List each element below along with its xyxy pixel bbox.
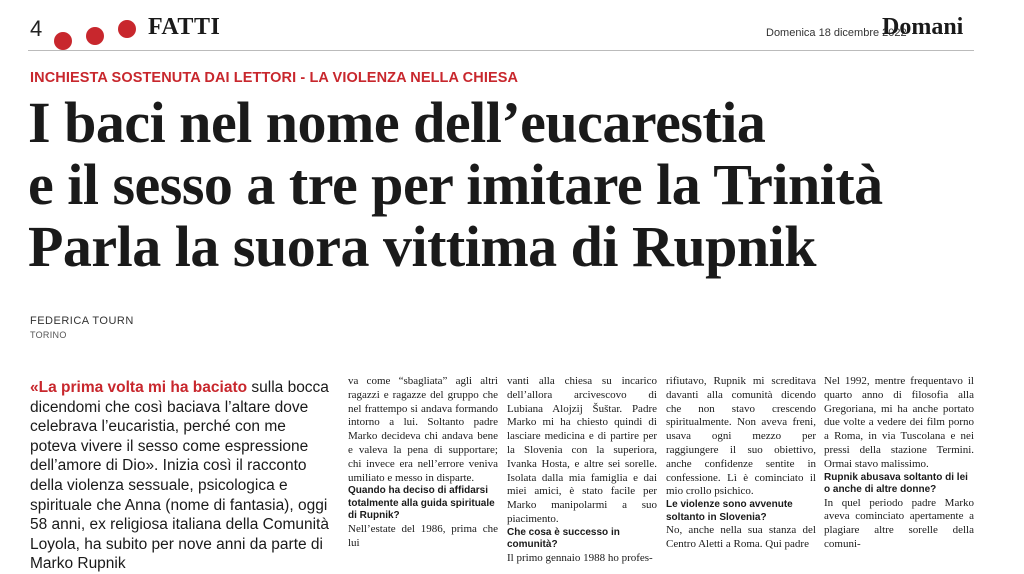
interview-question: Rupnik abusava soltanto di lei o anche di altre donne? xyxy=(824,471,968,496)
lead-paragraph xyxy=(30,378,335,573)
kicker: INCHIESTA SOSTENUTA DAI LETTORI - LA VIOLENZA NELLA CHIESA xyxy=(30,70,519,86)
byline-place: TORINO xyxy=(30,330,67,340)
headline-line-2: e il sesso a tre per imitare la Trinità xyxy=(28,152,883,217)
lead-text: sulla bocca dicendomi che così baciava l’altare dove celebrava l’eucaristia, perché con me poteva vivere il sesso come espressione dell’amore di Dio». Inizia così il racconto della violenza sessuale, psicologica e spirituale che Anna (nome di fantasia), oggi 58 anni, ex religiosa italiana della Comunità Loyola, ha subito per nove anni da parte di Marko Rupnik xyxy=(30,379,329,573)
article-column-4 xyxy=(824,375,974,550)
dot-icon xyxy=(118,20,136,38)
column-paragraph: Il primo gennaio 1988 ho profes- xyxy=(507,551,653,564)
column-paragraph: No, anche nella sua stanza del Centro Aletti a Roma. Qui padre xyxy=(666,524,816,550)
section-title: FATTI xyxy=(148,14,221,40)
column-paragraph: vanti alla chiesa su incarico dell’allora arcivescovo di Lubiana Alojzij Šuštar. Padre Marko mi ha chiesto quindi di lasciare medicina e di partire per la Slovenia con la superiora, Ivanka Hosta, e altre sei sorelle. Isolata dalla mia famiglia e dai miei amici, è stato facile per Marko manipolarmi a suo piacimento. xyxy=(507,375,657,525)
column-paragraph: Nell’estate del 1986, prima che lui xyxy=(348,522,498,549)
issue-date: Domenica 18 dicembre 2022 xyxy=(766,27,907,39)
column-paragraph: rifiutavo, Rupnik mi screditava davanti alla comunità dicendo che non stavo crescendo spiritualmente. Non aveva freni, usava ogni mezzo per raggiungere il suo obiettivo, anche confidenze sentite in confessione. Lì è cominciato il mio crollo psichico. xyxy=(666,375,816,498)
page-number: 4 xyxy=(30,16,43,41)
headline xyxy=(28,92,988,278)
section-dots-icon xyxy=(52,18,142,42)
article-column-2 xyxy=(507,375,657,564)
lead-bold: «La prima volta mi ha baciato xyxy=(30,379,248,396)
byline-author: FEDERICA TOURN xyxy=(30,315,134,327)
column-paragraph: va come “sbagliata” agli altri ragazzi e ragazze del gruppo che nel frattempo si andava formando intorno a lui. Soltanto padre Marko decideva chi andava bene e valeva la pena di supportare; chi invece era nell’errore veniva umiliato e messo in disparte. xyxy=(348,375,498,484)
headline-line-3: Parla la suora vittima di Rupnik xyxy=(28,214,817,279)
column-paragraph: Nel 1992, mentre frequentavo il quarto anno di filosofia alla Gregoriana, mi ha anche portato due volte a vedere dei film porno a Roma, in via Tuscolana e nei pressi della stazione Termini. Ormai stavo malissimo. xyxy=(824,375,974,470)
dot-icon xyxy=(54,32,72,50)
interview-question: Che cosa è successo in comunità? xyxy=(507,526,620,551)
column-paragraph: In quel periodo padre Marko aveva cominciato apertamente a plagiare altre sorelle della comuni- xyxy=(824,496,974,550)
interview-question: Quando ha deciso di affidarsi totalmente alla guida spirituale di Rupnik? xyxy=(348,485,495,522)
newspaper-logo: Domani xyxy=(882,14,964,40)
interview-question: Le violenze sono avvenute soltanto in Slovenia? xyxy=(666,499,793,523)
header-divider xyxy=(28,50,974,51)
article-column-3 xyxy=(666,375,816,550)
article-column-1 xyxy=(348,375,498,549)
dot-icon xyxy=(86,27,104,45)
headline-line-1: I baci nel nome dell’eucarestia xyxy=(28,90,766,155)
